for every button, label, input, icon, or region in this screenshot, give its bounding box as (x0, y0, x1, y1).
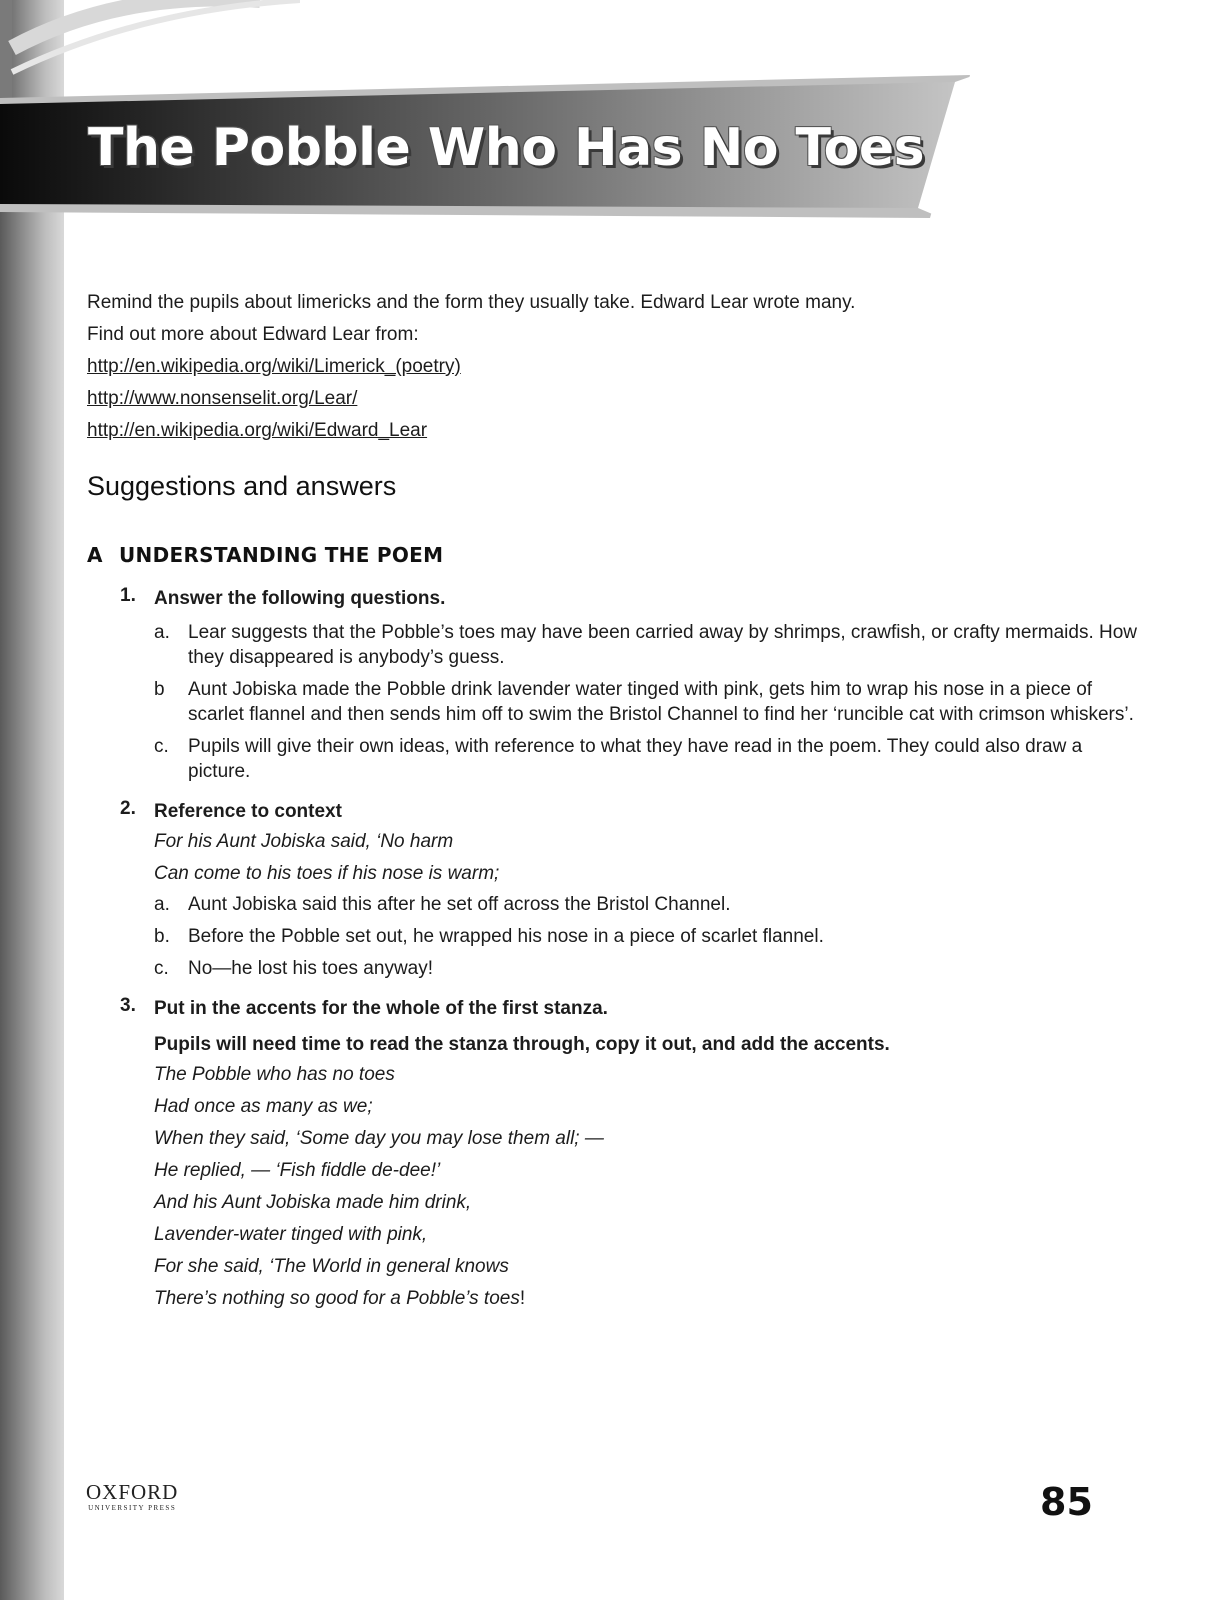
verse-line: When they said, ‘Some day you may lose them all; — (154, 1128, 604, 1149)
answer-item (154, 734, 1147, 784)
content (87, 287, 1147, 1315)
question-number: 2. (120, 798, 136, 819)
page-number: 85 (1040, 1480, 1093, 1524)
intro (87, 287, 1147, 447)
answer-item (154, 924, 1147, 949)
verse-line: For his Aunt Jobiska said, ‘No harm (154, 831, 454, 852)
verse-line: For she said, ‘The World in general knows (154, 1256, 509, 1277)
verse-line: And his Aunt Jobiska made him drink, (154, 1192, 472, 1213)
intro-line: Remind the pupils about limericks and the form they usually take. Edward Lear wrote many. (87, 292, 856, 313)
link-limerick[interactable]: http://en.wikipedia.org/wiki/Limerick_(poetry) (87, 356, 461, 377)
answer-letter: b (154, 679, 165, 700)
question-number: 3. (120, 995, 136, 1016)
question-subheading: Pupils will need time to read the stanza through, copy it out, and add the accents. (154, 1034, 890, 1055)
logo-main: OXFORD (86, 1480, 179, 1504)
verse-line: Had once as many as we; (154, 1096, 373, 1117)
answer-item (154, 620, 1147, 670)
link-nonsenselit[interactable]: http://www.nonsenselit.org/Lear/ (87, 388, 358, 409)
logo-sub: UNIVERSITY PRESS (88, 1504, 177, 1512)
answer-text: Aunt Jobiska made the Pobble drink lavender water tinged with pink, gets him to wrap his nose in a piece of scarlet flannel and then sends him off to swim the Bristol Channel to find her ‘runcible cat with crimson whiskers’. (188, 679, 1134, 725)
verse-line: The Pobble who has no toes (154, 1064, 395, 1085)
answer-item (154, 892, 1147, 917)
link-edward-lear[interactable]: http://en.wikipedia.org/wiki/Edward_Lear (87, 420, 428, 441)
answer-text: Before the Pobble set out, he wrapped his nose in a piece of scarlet flannel. (188, 926, 824, 947)
sub-heading-text: UNDERSTANDING THE POEM (119, 543, 444, 567)
question-heading: Reference to context (154, 801, 342, 822)
publisher-logo (86, 1481, 178, 1513)
answer-text: No—he lost his toes anyway! (188, 958, 434, 979)
verse-last-text: There’s nothing so good for a Pobble’s toes (154, 1288, 520, 1309)
answer-text: Pupils will give their own ideas, with reference to what they have read in the poem. They could also draw a picture. (188, 736, 1083, 782)
verse-last-punct: ! (519, 1288, 526, 1309)
question-heading: Put in the accents for the whole of the first stanza. (154, 998, 608, 1019)
answer-item (154, 956, 1147, 981)
answer-text: Lear suggests that the Pobble’s toes may have been carried away by shrimps, crawfish, or crafty mermaids. How they disappeared is anybody’s guess. (188, 622, 1138, 668)
verse-line-last (154, 1283, 1147, 1315)
verse-line: Lavender-water tinged with pink, (154, 1224, 428, 1245)
intro-line: Find out more about Edward Lear from: (87, 324, 419, 345)
sub-heading-letter: A (87, 543, 103, 567)
answer-letter: a. (154, 894, 170, 915)
answer-letter: b. (154, 926, 170, 947)
answer-letter: c. (154, 736, 169, 757)
sub-heading (87, 543, 1147, 567)
question-number: 1. (120, 585, 136, 606)
question-2 (87, 798, 1147, 981)
verse-line: Can come to his toes if his nose is warm; (154, 863, 500, 884)
page-title: The Pobble Who Has No Toes (88, 118, 925, 178)
question-3 (87, 995, 1147, 1315)
section-title: Suggestions and answers (87, 471, 397, 501)
question-heading: Answer the following questions. (154, 588, 446, 609)
answer-letter: c. (154, 958, 169, 979)
answer-text: Aunt Jobiska said this after he set off across the Bristol Channel. (188, 894, 731, 915)
answer-item (154, 677, 1147, 727)
answer-letter: a. (154, 622, 170, 643)
question-1 (87, 585, 1147, 784)
verse-line: He replied, — ‘Fish fiddle de-dee!’ (154, 1160, 441, 1181)
side-bar-decoration (0, 0, 64, 1600)
